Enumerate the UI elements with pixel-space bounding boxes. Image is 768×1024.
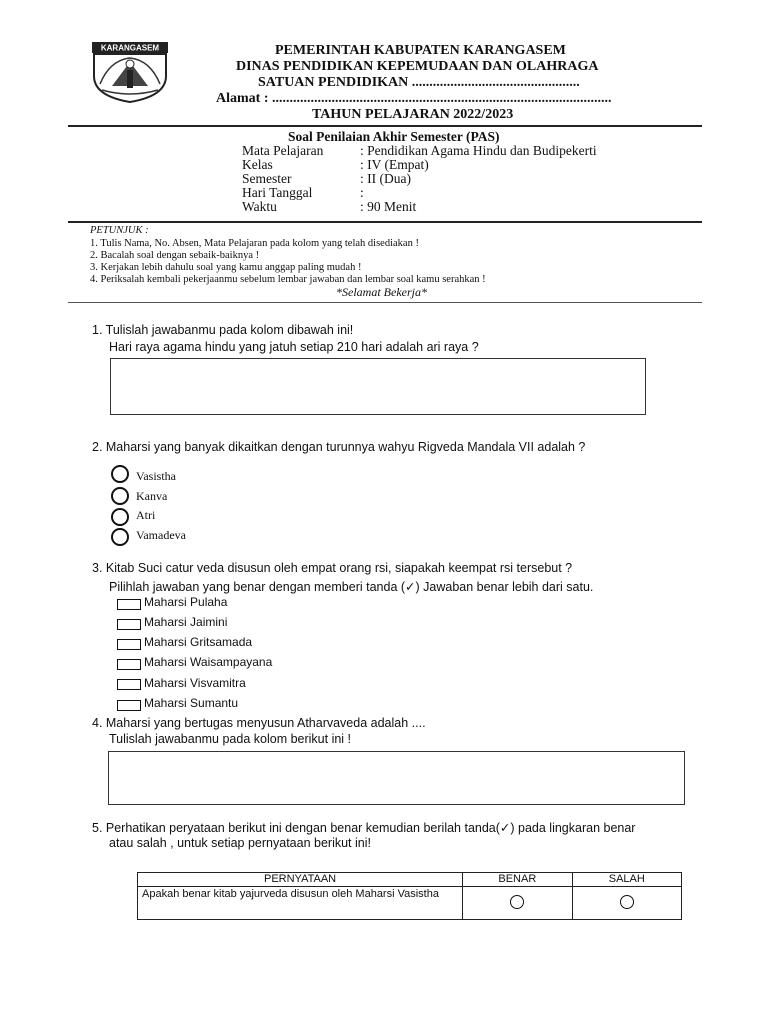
salah-radio[interactable] bbox=[620, 895, 634, 909]
header-line-3: SATUAN PENDIDIKAN ................................................ bbox=[258, 75, 580, 90]
petunjuk-item: 2. Bacalah soal dengan sebaik-baiknya ! bbox=[90, 250, 260, 261]
info-value: : 90 Menit bbox=[360, 199, 417, 214]
statement-text: Apakah benar kitab yajurveda disusun oleh Maharsi Vasistha bbox=[142, 888, 439, 900]
info-label: Semester bbox=[242, 171, 292, 186]
header-benar: BENAR bbox=[463, 873, 572, 887]
header-salah: SALAH bbox=[572, 873, 681, 887]
benar-radio[interactable] bbox=[510, 895, 524, 909]
petunjuk-item: 4. Periksalah kembali pekerjaanmu sebelum lembar jawaban dan lembar soal kamu serahkan ! bbox=[90, 274, 486, 285]
q5-text-continued: atau salah , untuk setiap pernyataan berikut ini! bbox=[109, 836, 371, 850]
q1-question: Hari raya agama hindu yang jatuh setiap 210 hari adalah ari raya ? bbox=[109, 340, 479, 354]
checkbox[interactable] bbox=[117, 619, 141, 630]
q1-answer-box[interactable] bbox=[110, 358, 646, 415]
header-pernyataan: PERNYATAAN bbox=[138, 873, 463, 887]
logo-text: KARANGASEM bbox=[100, 43, 160, 53]
statement-cell bbox=[138, 887, 463, 920]
radio-circle[interactable] bbox=[111, 508, 129, 526]
q2-option-label: Kanva bbox=[136, 489, 168, 503]
q1-text: 1. Tulislah jawabanmu pada kolom dibawah ini! bbox=[92, 323, 354, 337]
q4-text: 4. Maharsi yang bertugas menyusun Atharvaveda adalah .... bbox=[92, 716, 426, 730]
q5-text: 5. Perhatikan peryataan berikut ini dengan benar kemudian berilah tanda(✓) pada lingkaran benar bbox=[92, 821, 636, 835]
q3-text: 3. Kitab Suci catur veda disusun oleh empat orang rsi, siapakah keempat rsi tersebut ? bbox=[92, 561, 573, 575]
petunjuk-divider bbox=[68, 302, 702, 303]
q3-option-label: Maharsi Waisampayana bbox=[144, 655, 273, 669]
q3-option-checkbox[interactable] bbox=[117, 698, 141, 716]
karangasem-logo bbox=[90, 40, 170, 104]
q3-option-checkbox[interactable] bbox=[117, 597, 141, 615]
q3-option-checkbox[interactable] bbox=[117, 617, 141, 635]
info-value: : II (Dua) bbox=[360, 171, 411, 186]
statement-table bbox=[137, 872, 682, 920]
checkbox[interactable] bbox=[117, 659, 141, 670]
q2-option[interactable] bbox=[111, 487, 129, 510]
petunjuk-item: 3. Kerjakan lebih dahulu soal yang kamu anggap paling mudah ! bbox=[90, 262, 362, 273]
checkbox[interactable] bbox=[117, 639, 141, 650]
header-line-5: TAHUN PELAJARAN 2022/2023 bbox=[312, 107, 514, 122]
info-value: : Pendidikan Agama Hindu dan Budipekerti bbox=[360, 143, 597, 158]
checkbox[interactable] bbox=[117, 679, 141, 690]
q3-option-label: Maharsi Sumantu bbox=[144, 696, 239, 710]
q3-option-checkbox[interactable] bbox=[117, 677, 141, 695]
exam-info bbox=[242, 143, 662, 223]
q2-option[interactable] bbox=[111, 465, 129, 488]
q4-answer-box[interactable] bbox=[108, 751, 685, 805]
header-divider bbox=[68, 125, 702, 127]
petunjuk-item: 1. Tulis Nama, No. Absen, Mata Pelajaran pada kolom yang telah disediakan ! bbox=[90, 238, 419, 249]
q3-option-checkbox[interactable] bbox=[117, 657, 141, 675]
table-row bbox=[138, 887, 682, 920]
q2-option-label: Vasistha bbox=[136, 469, 176, 483]
q3-option-checkbox[interactable] bbox=[117, 637, 141, 655]
q2-text: 2. Maharsi yang banyak dikaitkan dengan turunnya wahyu Rigveda Mandala VII adalah ? bbox=[92, 440, 586, 454]
q2-option[interactable] bbox=[111, 528, 129, 551]
info-value: : bbox=[360, 185, 364, 200]
closing-text: *Selamat Bekerja* bbox=[336, 285, 427, 299]
benar-cell bbox=[463, 887, 572, 920]
info-label: Waktu bbox=[242, 199, 277, 214]
checkbox[interactable] bbox=[117, 700, 141, 711]
q2-option-label: Vamadeva bbox=[136, 528, 186, 542]
info-label: Hari Tanggal bbox=[242, 185, 313, 200]
info-label: Mata Pelajaran bbox=[242, 143, 324, 158]
radio-circle[interactable] bbox=[111, 487, 129, 505]
q3-instruction: Pilihlah jawaban yang benar dengan memberi tanda (✓) Jawaban benar lebih dari satu. bbox=[109, 580, 594, 594]
q2-option-label: Atri bbox=[136, 508, 156, 522]
q4-instruction: Tulislah jawabanmu pada kolom berikut ini ! bbox=[109, 732, 352, 746]
radio-circle[interactable] bbox=[111, 465, 129, 483]
q3-option-label: Maharsi Pulaha bbox=[144, 595, 228, 609]
info-divider bbox=[68, 221, 702, 223]
info-label: Kelas bbox=[242, 157, 273, 172]
salah-cell bbox=[572, 887, 681, 920]
exam-title: Soal Penilaian Akhir Semester (PAS) bbox=[288, 129, 500, 144]
info-value: : IV (Empat) bbox=[360, 157, 429, 172]
header-line-1: PEMERINTAH KABUPATEN KARANGASEM bbox=[275, 43, 566, 58]
petunjuk-title: PETUNJUK : bbox=[90, 225, 149, 236]
header-line-4: Alamat : ................................................................................................. bbox=[216, 91, 612, 106]
q3-option-label: Maharsi Jaimini bbox=[144, 615, 228, 629]
header-line-2: DINAS PENDIDIKAN KEPEMUDAAN DAN OLAHRAGA bbox=[236, 59, 599, 74]
radio-circle[interactable] bbox=[111, 528, 129, 546]
q3-option-label: Maharsi Gritsamada bbox=[144, 635, 253, 649]
table-header-row bbox=[138, 873, 682, 887]
checkbox[interactable] bbox=[117, 599, 141, 610]
q3-option-label: Maharsi Visvamitra bbox=[144, 676, 246, 690]
